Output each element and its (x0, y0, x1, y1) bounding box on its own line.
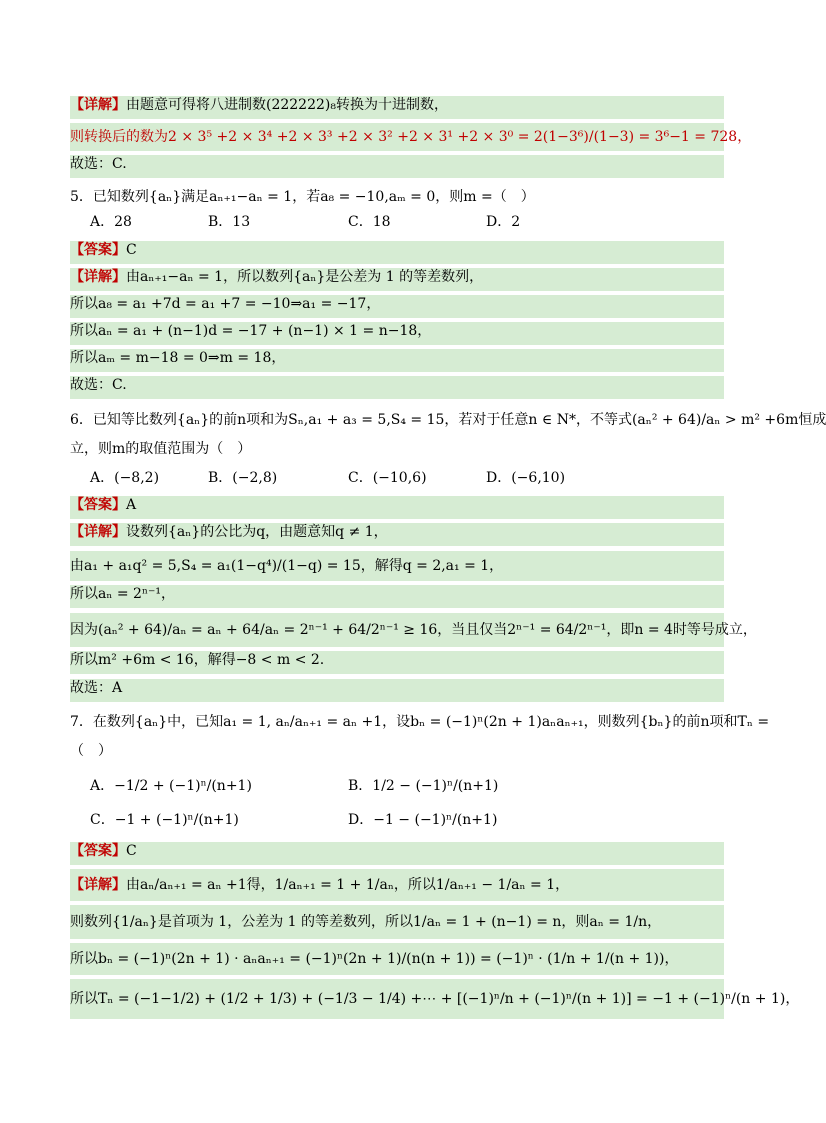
line-text: C (126, 843, 137, 859)
detail-q7-2 (70, 905, 724, 939)
option-a: A．−1/2 + (−1)ⁿ/(n+1) (90, 778, 252, 794)
answer-label: 【答案】 (70, 242, 126, 258)
detail-label: 【详解】 (70, 524, 126, 540)
line-text: 所以aₙ = a₁ + (n−1)d = −17 + (n−1) × 1 = n−18， (70, 323, 432, 339)
line-text: 由a₁ + a₁q² = 5,S₄ = a₁(1−q⁴)/(1−q) = 15，解得q = 2,a₁ = 1， (70, 558, 504, 574)
question-6 (70, 404, 826, 436)
detail-q7-1 (70, 869, 724, 901)
line-text: 所以Tₙ = (−1−1/2) + (1/2 + 1/3) + (−1/3 − 1/4) +⋯ + [(−1)ⁿ/n + (−1)ⁿ/(n + 1)] = −1 + (−1)ⁿ/(n + 1)， (70, 991, 800, 1007)
detail-label: 【详解】 (70, 97, 126, 113)
line-text: 所以aₙ = 2ⁿ⁻¹， (70, 586, 175, 602)
line-text: 6．已知等比数列{aₙ}的前n项和为Sₙ,a₁ + a₃ = 5,S₄ = 15，若对于任意n ∈ N*，不等式(aₙ² + 64)/aₙ > m² +6m恒成 (70, 412, 826, 428)
line-text: （ ） (70, 743, 112, 759)
option-c: C．−1 + (−1)ⁿ/(n+1) (90, 812, 239, 828)
detail-q6-4 (70, 613, 757, 647)
line-text: 由aₙ₊₁−aₙ = 1，所以数列{aₙ}是公差为 1 的等差数列， (126, 269, 484, 285)
options-q7-ab (70, 772, 724, 800)
line-text: 所以bₙ = (−1)ⁿ(2n + 1) · aₙaₙ₊₁ = (−1)ⁿ(2n + 1)/(n(n + 1)) = (−1)ⁿ · (1/n + 1/(n + 1))， (70, 951, 679, 967)
detail-q5-1 (70, 268, 724, 291)
line-text: 7．在数列{aₙ}中，已知a₁ = 1, aₙ/aₙ₊₁ = aₙ +1，设bₙ = (−1)ⁿ(2n + 1)aₙaₙ₊₁，则数列{bₙ}的前n项和Tₙ = (70, 714, 770, 730)
option-b: B．13 (208, 214, 251, 230)
option-a: A．(−8,2) (90, 470, 160, 486)
line-text: 所以m² +6m < 16，解得−8 < m < 2. (70, 652, 325, 668)
detail-q6-3 (70, 585, 724, 608)
line-text: A (126, 497, 137, 513)
detail-q5-5 (70, 376, 724, 399)
option-d: D．(−6,10) (486, 470, 566, 486)
detail-q6-5 (70, 651, 724, 674)
question-6-cont (70, 440, 724, 463)
detail-q6-6 (70, 679, 724, 702)
line-text: 所以aₘ = m−18 = 0⇒m = 18， (70, 350, 286, 366)
answer-q5 (70, 241, 724, 264)
option-a: A．28 (90, 214, 132, 230)
line-text: 所以a₈ = a₁ +7d = a₁ +7 = −10⇒a₁ = −17， (70, 296, 381, 312)
answer-q7 (70, 842, 724, 865)
detail-q6-2 (70, 551, 724, 581)
line-text: 故选：A (70, 680, 123, 696)
line-text: 则数列{1/aₙ}是首项为 1，公差为 1 的等差数列，所以1/aₙ = 1 + (n−1) = n，则aₙ = 1/n， (70, 914, 662, 930)
detail-q5-2 (70, 295, 724, 318)
option-c: C．(−10,6) (348, 470, 427, 486)
line-text: 5．已知数列{aₙ}满足aₙ₊₁−aₙ = 1，若a₈ = −10,aₘ = 0，则m =（ ） (70, 189, 535, 205)
option-b: B．1/2 − (−1)ⁿ/(n+1) (348, 778, 499, 794)
detail-label: 【详解】 (70, 877, 126, 893)
detail-q5-3 (70, 322, 724, 345)
detail-q5-4 (70, 349, 724, 372)
line-text: 设数列{aₙ}的公比为q，由题意知q ≠ 1， (126, 524, 388, 540)
answer-label: 【答案】 (70, 843, 126, 859)
line-text: C (126, 242, 137, 258)
detail-q6-1 (70, 523, 724, 546)
answer-label: 【答案】 (70, 497, 126, 513)
option-c: C．18 (348, 214, 391, 230)
detail-line-1 (70, 96, 724, 119)
option-d: D．−1 − (−1)ⁿ/(n+1) (348, 812, 498, 828)
question-5 (70, 184, 724, 210)
line-text: 故选：C. (70, 156, 127, 172)
line-text: 由aₙ/aₙ₊₁ = aₙ +1得，1/aₙ₊₁ = 1 + 1/aₙ，所以1/aₙ₊₁ − 1/aₙ = 1， (126, 877, 570, 893)
options-q7-cd (70, 806, 724, 834)
detail-q7-3 (70, 943, 724, 975)
conversion-line (70, 123, 752, 151)
line-text: 立，则m的取值范围为（ ） (70, 441, 252, 457)
line-text: 因为(aₙ² + 64)/aₙ = aₙ + 64/aₙ = 2ⁿ⁻¹ + 64/2ⁿ⁻¹ ≥ 16，当且仅当2ⁿ⁻¹ = 64/2ⁿ⁻¹，即n = 4时等号成立， (70, 622, 757, 638)
options-q6 (70, 469, 724, 492)
line-text: 故选：C. (70, 377, 127, 393)
option-d: D．2 (486, 214, 521, 230)
detail-q7-4 (70, 979, 800, 1019)
line-text: 由题意可得将八进制数(222222)₈转换为十进制数， (126, 97, 448, 113)
question-7-cont (70, 742, 724, 765)
line-text: 则转换后的数为2 × 3⁵ +2 × 3⁴ +2 × 3³ +2 × 3² +2 × 3¹ +2 × 3⁰ = 2(1−3⁶)/(1−3) = 3⁶−1 = 728， (70, 129, 752, 145)
answer-choice-line (70, 155, 724, 178)
option-b: B．(−2,8) (208, 470, 278, 486)
options-q5 (70, 213, 724, 236)
answer-q6 (70, 496, 724, 519)
question-7 (70, 706, 770, 738)
detail-label: 【详解】 (70, 269, 126, 285)
